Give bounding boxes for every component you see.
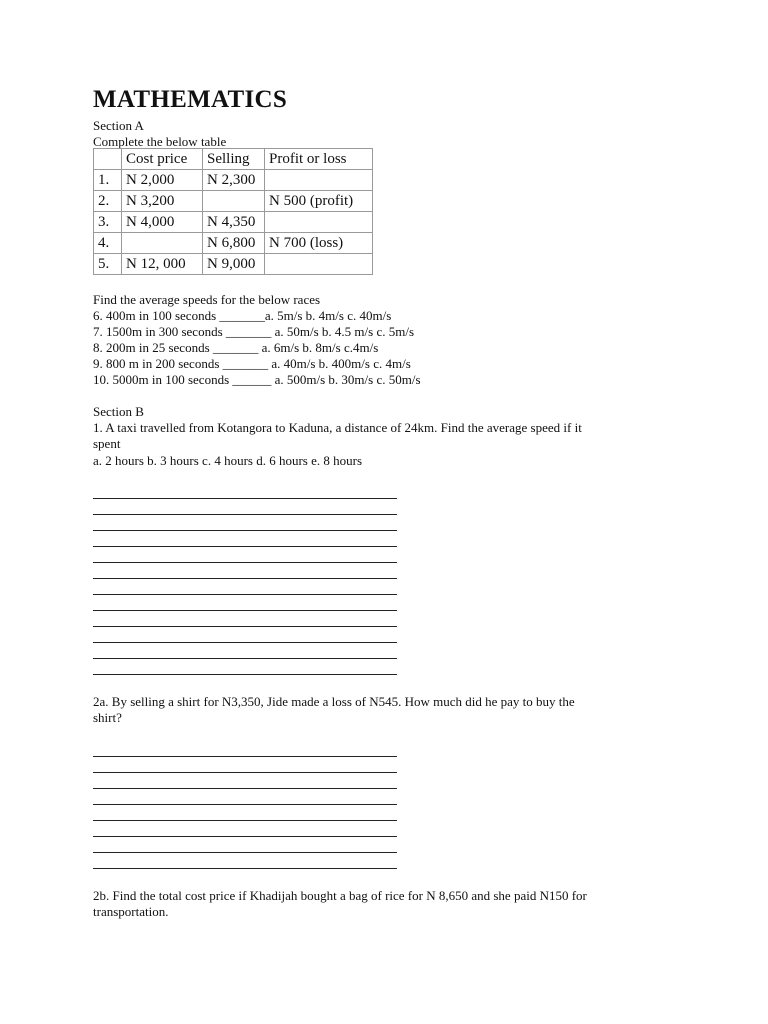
table-cell <box>265 170 373 191</box>
answer-line <box>93 594 397 595</box>
speeds-instruction: Find the average speeds for the below races <box>93 292 321 307</box>
table-header-cell: Profit or loss <box>265 149 373 170</box>
table-header-row <box>94 149 373 170</box>
table-row <box>94 191 373 212</box>
table-cell <box>122 233 203 254</box>
table-cell <box>203 191 265 212</box>
table-cell: N 2,300 <box>203 170 265 191</box>
question-1-line-1: 1. A taxi travelled from Kotangora to Kaduna, a distance of 24km. Find the average speed if it <box>93 420 582 435</box>
table-header-cell <box>94 149 122 170</box>
question-2a-line-2: shirt? <box>93 710 122 725</box>
speed-question: 10. 5000m in 100 seconds ______ a. 500m/s b. 30m/s c. 50m/s <box>93 372 421 387</box>
table-row <box>94 233 373 254</box>
table-cell: N 6,800 <box>203 233 265 254</box>
table-instruction: Complete the below table <box>93 134 227 149</box>
answer-line <box>93 658 397 659</box>
table-cell: N 3,200 <box>122 191 203 212</box>
table-cell: 5. <box>94 254 122 275</box>
table-cell: 1. <box>94 170 122 191</box>
question-2b-line-1: 2b. Find the total cost price if Khadijah bought a bag of rice for N 8,650 and she paid N150 for <box>93 888 587 903</box>
answer-line <box>93 642 397 643</box>
answer-line <box>93 562 397 563</box>
profit-loss-table <box>93 148 373 275</box>
table-cell: 4. <box>94 233 122 254</box>
answer-line <box>93 788 397 789</box>
section-b-heading: Section B <box>93 404 144 419</box>
answer-line <box>93 514 397 515</box>
table-row <box>94 212 373 233</box>
table-cell: 2. <box>94 191 122 212</box>
question-2b-line-2: transportation. <box>93 904 169 919</box>
answer-line <box>93 626 397 627</box>
speed-question: 7. 1500m in 300 seconds _______ a. 50m/s b. 4.5 m/s c. 5m/s <box>93 324 415 339</box>
question-1-line-2: spent <box>93 436 121 451</box>
answer-line <box>93 578 397 579</box>
table-row <box>94 254 373 275</box>
answer-line <box>93 836 397 837</box>
answer-line <box>93 804 397 805</box>
table-row <box>94 170 373 191</box>
table-header-cell: Cost price <box>122 149 203 170</box>
table-cell: N 2,000 <box>122 170 203 191</box>
table-cell: N 4,350 <box>203 212 265 233</box>
answer-line <box>93 820 397 821</box>
table-cell: 3. <box>94 212 122 233</box>
question-2a-line-1: 2a. By selling a shirt for N3,350, Jide made a loss of N545. How much did he pay to buy the <box>93 694 575 709</box>
section-a-heading: Section A <box>93 118 144 133</box>
speed-question: 9. 800 m in 200 seconds _______ a. 40m/s b. 400m/s c. 4m/s <box>93 356 411 371</box>
question-1-options: a. 2 hours b. 3 hours c. 4 hours d. 6 hours e. 8 hours <box>93 453 363 468</box>
table-cell <box>265 212 373 233</box>
table-cell: N 500 (profit) <box>265 191 373 212</box>
table-cell: N 4,000 <box>122 212 203 233</box>
table-header-cell: Selling <box>203 149 265 170</box>
answer-line <box>93 530 397 531</box>
table-cell: N 12, 000 <box>122 254 203 275</box>
table-cell <box>265 254 373 275</box>
speed-question: 6. 400m in 100 seconds _______a. 5m/s b. 4m/s c. 40m/s <box>93 308 392 323</box>
answer-line <box>93 498 397 499</box>
answer-line <box>93 674 397 675</box>
answer-line <box>93 610 397 611</box>
answer-line <box>93 756 397 757</box>
table-cell: N 700 (loss) <box>265 233 373 254</box>
answer-line <box>93 772 397 773</box>
speed-question: 8. 200m in 25 seconds _______ a. 6m/s b. 8m/s c.4m/s <box>93 340 379 355</box>
answer-line <box>93 546 397 547</box>
table-cell: N 9,000 <box>203 254 265 275</box>
answer-line <box>93 868 397 869</box>
page-title: MATHEMATICS <box>93 86 288 113</box>
answer-line <box>93 852 397 853</box>
